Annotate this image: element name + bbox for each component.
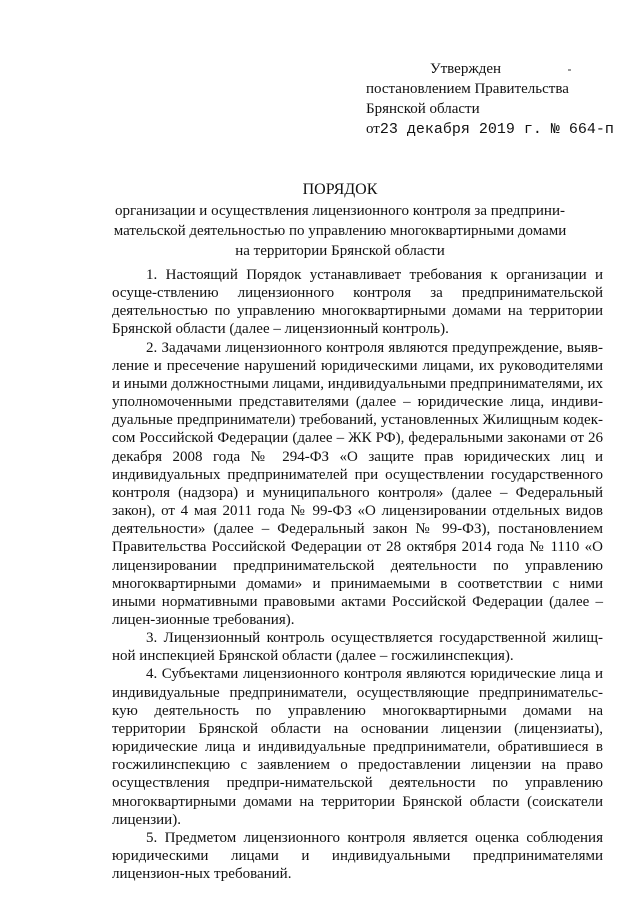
document-heading xyxy=(60,180,620,261)
paragraph-5: 5. Предметом лицензионного контроля является оценка соблюдения юридическими лицами и индивидуальными предпринимателями лицензион-ных требований. xyxy=(112,829,603,883)
paragraph-2: 2. Задачами лицензионного контроля являются предупреждение, выяв-ление и пресечение нарушений юридическими лицами, их руководителями и иными должностными лицами, индивидуальными предпринимателями, их уполномоченными представителями (далее – юридические лица, индиви-дуальные предприниматели) требований, установленных Жилищным кодек-сом Российской Федерации (далее – ЖК РФ), федеральными законами от 26 декабря 2008 года № 294-ФЗ «О защите прав юридических лиц и индивидуальных предпринимателей при осуществлении государственного контроля (надзора) и муниципального контроля» (далее – Федеральный закон), от 4 мая 2011 года № 99-ФЗ «О лицензировании отдельных видов деятельности» (далее – Федеральный закон № 99-ФЗ), постановлением Правительства Российской Федерации от 28 октября 2014 года № 1110 «О лицензировании предпринимательской деятельности по управлению многоквартирными домами» и принимаемыми в соответствии с ними иными нормативными правовыми актами Российской Федерации (далее – лицен-зионные требования). xyxy=(112,339,603,628)
approval-line-1: постановлением Правительства xyxy=(366,81,569,97)
approval-line-2: Брянской области xyxy=(366,101,480,117)
document-body xyxy=(112,266,603,883)
paragraph-3: 3. Лицензионный контроль осуществляется государственной жилищ-ной инспекцией Брянской области (далее – госжилинспекция). xyxy=(112,630,603,665)
document-subtitle-line-2: мательской деятельностью по управлению многоквартирными домами xyxy=(113,223,567,239)
document-subtitle-line-3: на территории Брянской области xyxy=(235,243,445,259)
approval-date-prefix: от xyxy=(366,121,380,137)
approval-block xyxy=(366,59,626,140)
approval-date xyxy=(366,119,626,140)
paragraph-4: 4. Субъектами лицензионного контроля являются юридические лица и индивидуальные предприниматели, осуществляющие предпринимательс-кую деятельность по управлению многоквартирными домами на территории Брянской области на основании лицензии (лицензиаты), юридические лица и индивидуальные предприниматели, обратившиеся в госжилинспекцию с заявлением о предоставлении лицензии на право осуществления предпри-нимательской деятельности по управлению многоквартирными домами на территории Брянской области (соискатели лицензии). xyxy=(112,666,603,828)
document-subtitle-line-1: организации и осуществления лицензионного контроля за предприни- xyxy=(115,203,565,219)
document-title: ПОРЯДОК xyxy=(302,181,378,198)
approval-title: Утвержден xyxy=(430,61,502,77)
approval-date-value: 23 декабря 2019 г. № 664-п xyxy=(379,121,614,138)
paragraph-1: 1. Настоящий Порядок устанавливает требования к организации и осуще-ствлению лицензионного контроля за предпринимательской деятельностью по управлению многоквартирными домами на территории Брянской области (далее – лицензионный контроль). xyxy=(112,267,603,338)
